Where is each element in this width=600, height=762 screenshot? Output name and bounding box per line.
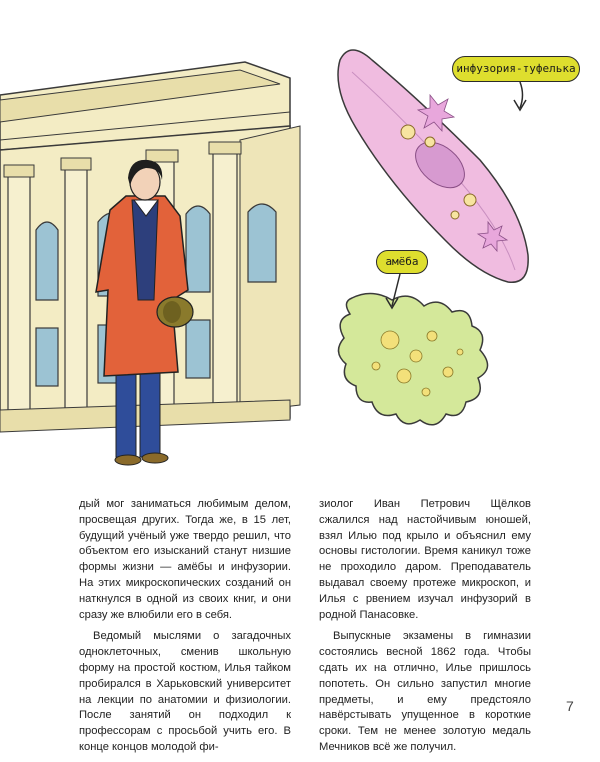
paramecium-drawing	[338, 50, 528, 282]
paragraph: дый мог заниматься любимым делом, просвещая других. Тогда же, в 15 лет, будущий учёный уже твердо решил, что объектом его изысканий станут низшие формы жизни — амёбы и инфузории. На этих микроскопических созданий он наткнулся в одной из своих книг, и они сразу же влюбили его в себя.	[79, 498, 291, 621]
text-column-left	[79, 497, 291, 762]
paramecium-label: инфузория-туфелька	[452, 56, 580, 82]
page-number: 7	[566, 698, 574, 714]
paragraph: Ведомый мыслями о загадочных одноклеточных, сменив школьную форму на простой костюм, Илья тайком пробирался в Харьковский университет на лекции по анатомии и физиологии. После занятий он подходил к профессорам с просьбой учить его. В конце концов молодой фи-	[79, 630, 291, 753]
text-column-right	[319, 497, 531, 762]
paragraph: Выпускные экзамены в гимназии состоялись весной 1862 года. Чтобы сдать их на отлично, Илье пришлось попотеть. Он сильно запустил многие предметы, и ему предстояло навёрстывать упущенное в короткие сроки. Тем не менее золотую медаль Мечников всё же получил.	[319, 630, 531, 753]
paragraph: зиолог Иван Петрович Щёлков сжалился над настойчивым юношей, взял Илью под крыло и объяснил ему основы гистологии. Время каникул тоже не проходило даром. Преподаватель выдавал своему протеже микроскоп, и Илья с рвением изучал инфузорий в родной Панасовке.	[319, 498, 531, 621]
amoeba-drawing	[338, 293, 487, 424]
amoeba-label: амёба	[376, 250, 428, 274]
